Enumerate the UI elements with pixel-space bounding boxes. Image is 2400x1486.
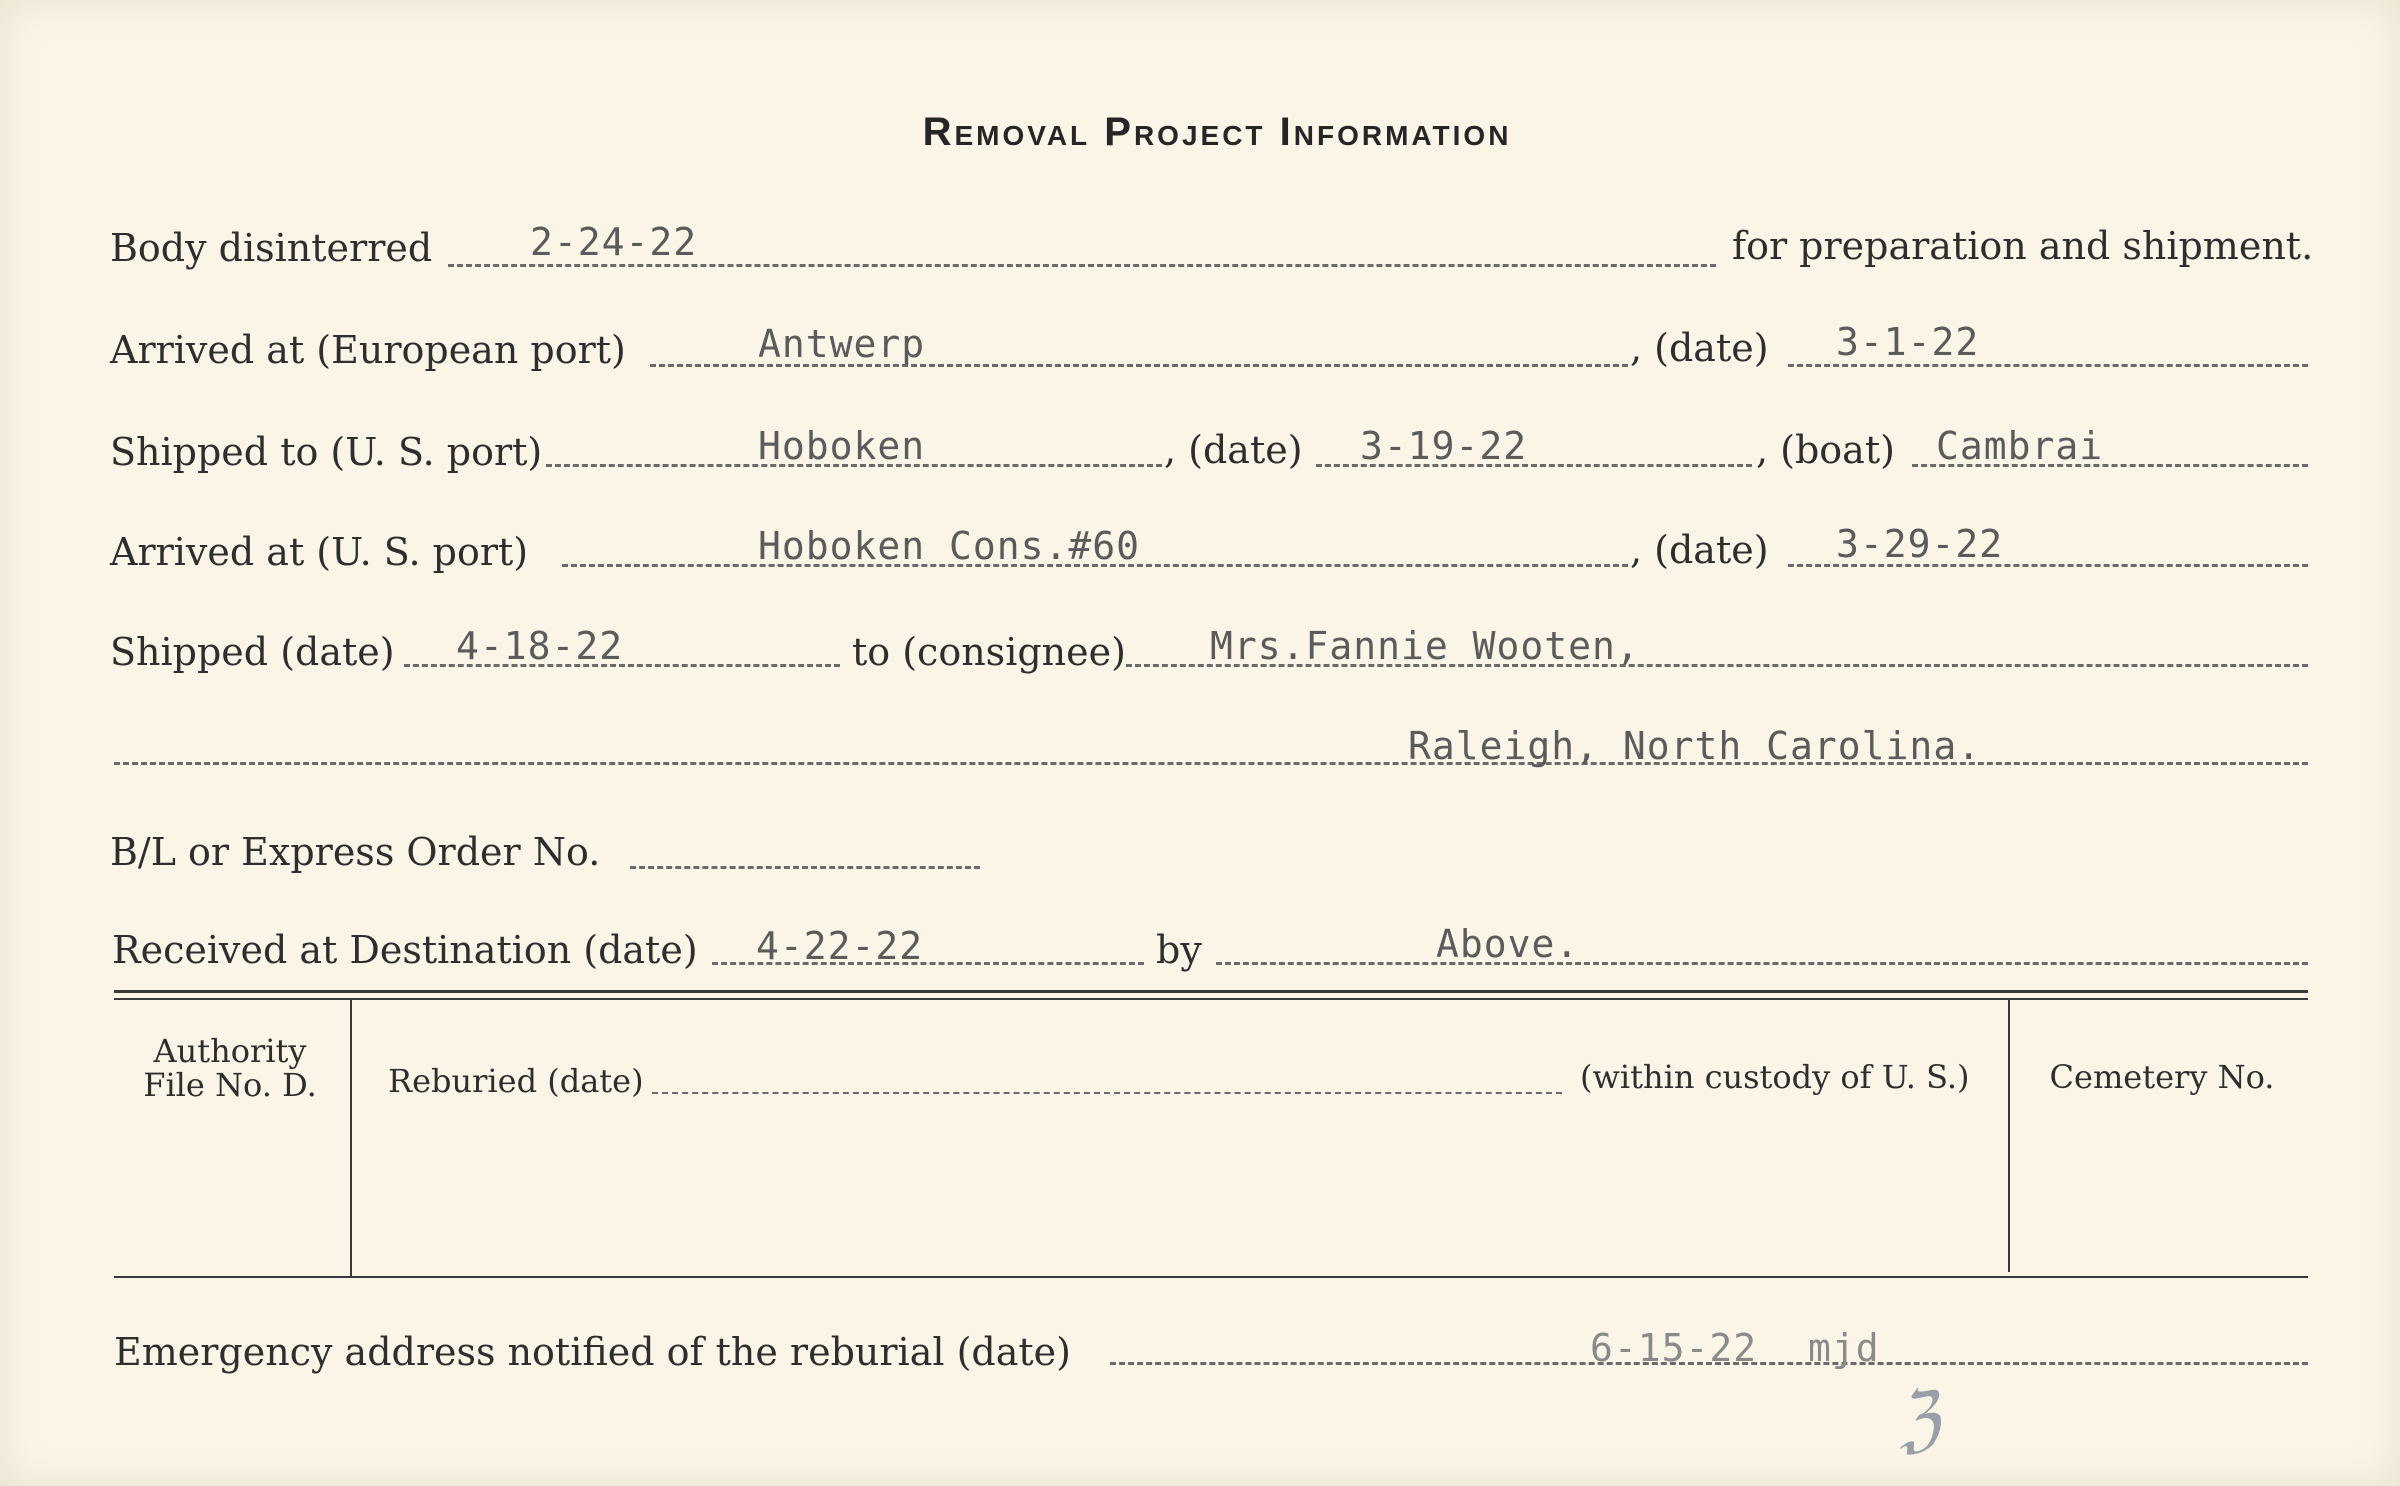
authority-label-2: File No. D. bbox=[143, 1066, 317, 1104]
body-disinterred-label: Body disinterred bbox=[110, 226, 433, 270]
body-disinterred-line bbox=[448, 264, 1716, 267]
european-port-date-label: , (date) bbox=[1630, 326, 1769, 370]
boat-label: , (boat) bbox=[1756, 428, 1895, 472]
cemetery-label: Cemetery No. bbox=[2049, 1058, 2275, 1096]
form-title: Removal Project Information bbox=[922, 110, 1512, 154]
authority-label-1: Authority bbox=[153, 1032, 307, 1070]
address-value: Raleigh, North Carolina. bbox=[1408, 724, 1982, 768]
received-label: Received at Destination (date) bbox=[112, 928, 698, 972]
arrived-european-port-label: Arrived at (European port) bbox=[110, 328, 626, 372]
arrived-us-port-value: Hoboken Cons.#60 bbox=[758, 524, 1141, 568]
arrived-us-port-date-value: 3-29-22 bbox=[1836, 522, 2004, 566]
bl-order-line bbox=[630, 866, 980, 869]
boat-value: Cambrai bbox=[1936, 424, 2104, 468]
us-port-value: Hoboken bbox=[758, 424, 926, 468]
arrived-us-port-date-label: , (date) bbox=[1630, 528, 1769, 572]
european-port-date-line bbox=[1788, 364, 2308, 367]
consignee-label: to (consignee) bbox=[852, 630, 1126, 674]
emergency-date-value: 6-15-22 bbox=[1590, 1326, 1758, 1370]
shipped-to-us-port-label: Shipped to (U. S. port) bbox=[110, 430, 543, 474]
pencil-mark-icon: ℨ bbox=[1890, 1375, 1945, 1463]
shipped-date-label: Shipped (date) bbox=[110, 630, 395, 674]
us-port-date-label: , (date) bbox=[1164, 428, 1303, 472]
received-by-label: by bbox=[1156, 928, 1202, 972]
received-date-value: 4-22-22 bbox=[756, 924, 924, 968]
preparation-suffix: for preparation and shipment. bbox=[1732, 224, 2314, 268]
received-by-value: Above. bbox=[1436, 922, 1580, 966]
emergency-initials: mjd bbox=[1808, 1326, 1880, 1370]
table-top-rule bbox=[114, 990, 2308, 993]
table-bottom-rule bbox=[114, 1276, 2308, 1278]
bl-order-label: B/L or Express Order No. bbox=[110, 830, 601, 874]
table-divider-left bbox=[350, 1000, 352, 1276]
arrived-us-port-label: Arrived at (U. S. port) bbox=[110, 530, 529, 574]
shipped-date-value: 4-18-22 bbox=[456, 624, 624, 668]
custody-label: (within custody of U. S.) bbox=[1580, 1058, 1970, 1096]
european-port-date-value: 3-1-22 bbox=[1836, 320, 1980, 364]
body-disinterred-value: 2-24-22 bbox=[530, 220, 698, 264]
received-by-line bbox=[1216, 962, 2308, 965]
consignee-value: Mrs.Fannie Wooten, bbox=[1210, 624, 1640, 668]
emergency-label: Emergency address notified of the reburial (date) bbox=[114, 1330, 1071, 1374]
european-port-value: Antwerp bbox=[758, 322, 926, 366]
reburied-label: Reburied (date) bbox=[388, 1062, 644, 1100]
us-port-date-value: 3-19-22 bbox=[1360, 424, 1528, 468]
reburied-line bbox=[652, 1092, 1562, 1094]
table-top-rule-inner bbox=[114, 998, 2308, 1000]
table-divider-right bbox=[2008, 1000, 2010, 1272]
